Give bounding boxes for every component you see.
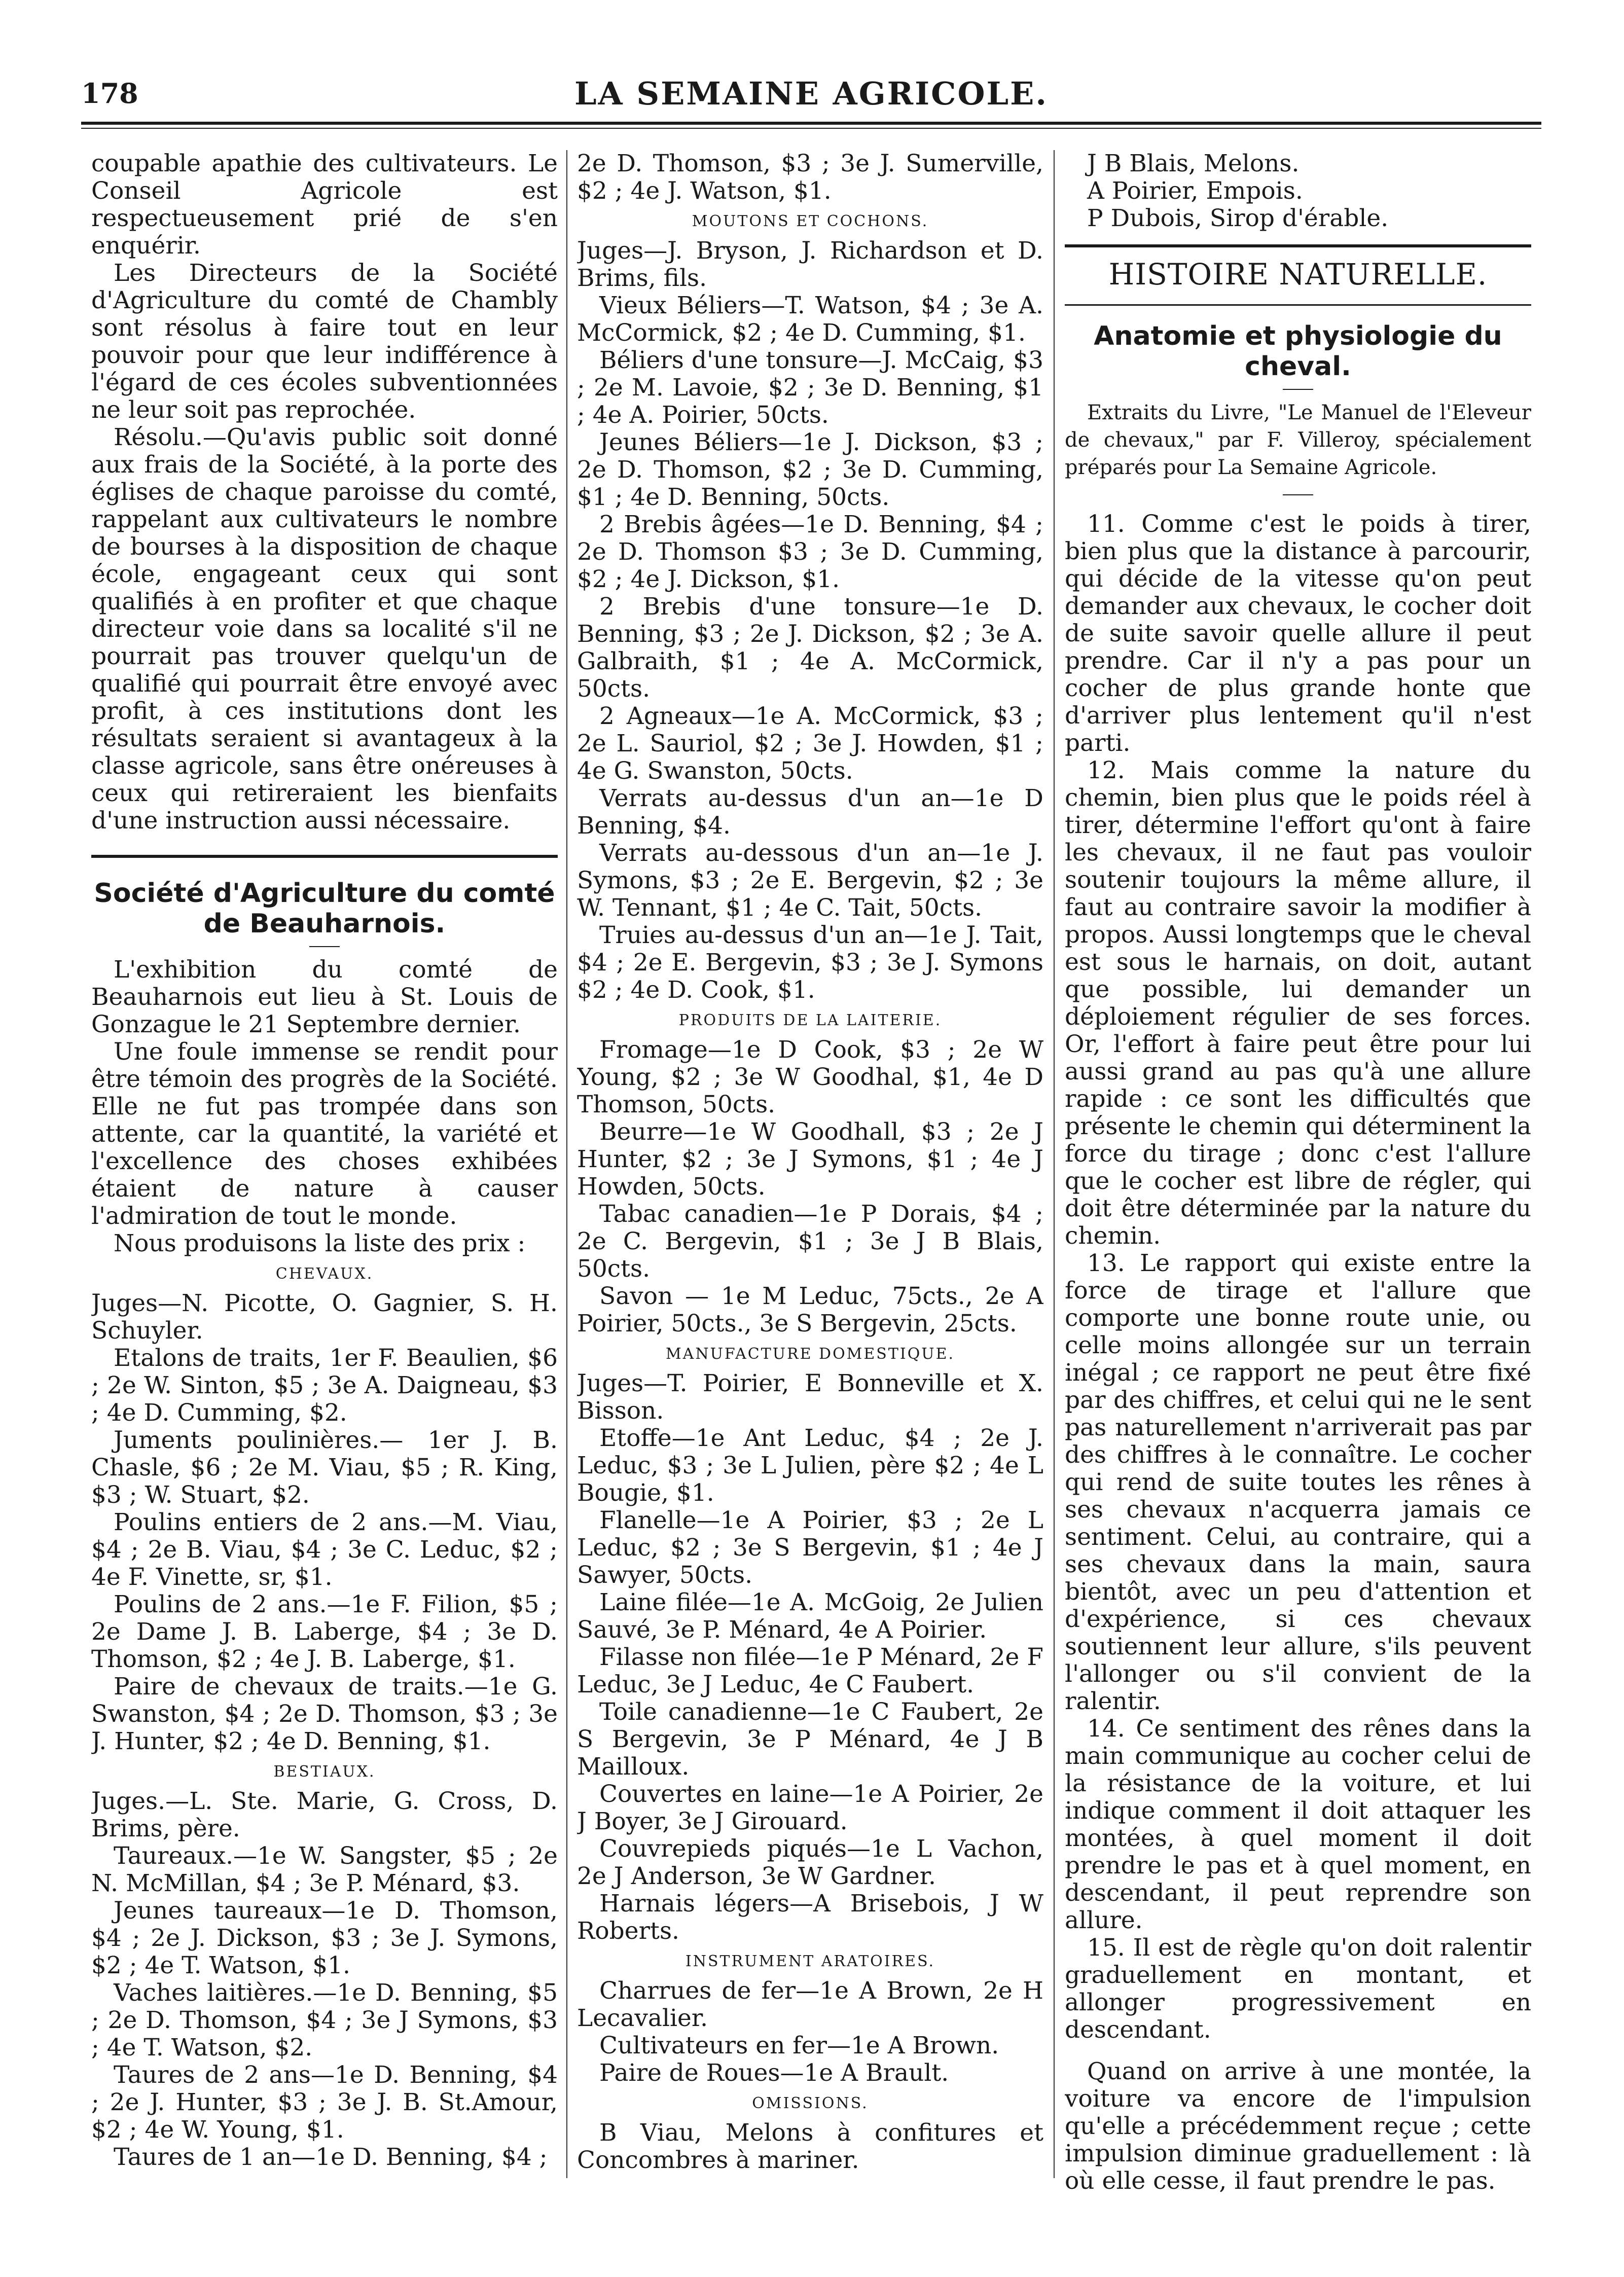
prize-entry: Juges—T. Poirier, E Bonneville et X. Bisson. bbox=[577, 1369, 1043, 1425]
header-rule-thin bbox=[81, 128, 1541, 129]
paragraph: 15. Il est de règle qu'on doit ralentir graduellement en montant, et allonger progressivement en descendant. bbox=[1065, 1934, 1531, 2044]
prize-entry: 2 Agneaux—1e A. McCormick, $3 ; 2e L. Sauriol, $2 ; 3e J. Howden, $1 ; 4e G. Swanston, 50cts. bbox=[577, 702, 1043, 785]
prize-entry: Toile canadienne—1e C Faubert, 2e S Bergevin, 3e P Ménard, 4e J B Mailloux. bbox=[577, 1698, 1043, 1781]
prize-entry: Laine filée—1e A. McGoig, 2e Julien Sauvé, 3e P. Ménard, 4e A Poirier. bbox=[577, 1588, 1043, 1644]
prize-entry: Charrues de fer—1e A Brown, 2e H Lecavalier. bbox=[577, 1977, 1043, 2032]
prize-entry: Poulins entiers de 2 ans.—M. Viau, $4 ; 2e B. Viau, $4 ; 3e C. Leduc, $2 ; 4e F. Vinette, sr, $1. bbox=[91, 1508, 558, 1591]
prize-entry: Juges.—L. Ste. Marie, G. Cross, D. Brims, père. bbox=[91, 1787, 558, 1842]
column-middle bbox=[577, 150, 1043, 2203]
paragraph: L'exhibition du comté de Beauharnois eut lieu à St. Louis de Gonzague le 21 Septembre dernier. bbox=[91, 956, 558, 1038]
column-right bbox=[1065, 150, 1531, 2203]
column-divider bbox=[1054, 150, 1055, 2178]
subsection-label: MOUTONS ET COCHONS. bbox=[692, 212, 929, 230]
prize-entry: Taures de 1 an—1e D. Benning, $4 ; bbox=[114, 2143, 548, 2171]
prize-entry: Jeunes taureaux—1e D. Thomson, $4 ; 2e J. Dickson, $3 ; 3e J. Symons, $2 ; 4e T. Watson, $1. bbox=[91, 1897, 558, 1979]
prize-entry: Verrats au-dessous d'un an—1e J. Symons, $3 ; 2e E. Bergevin, $2 ; 3e W. Tennant, $1 ; 4e C. Tait, 50cts. bbox=[577, 839, 1043, 922]
dash-rule bbox=[1283, 389, 1313, 390]
prize-entry: Couvrepieds piqués—1e L Vachon, 2e J Anderson, 3e W Gardner. bbox=[577, 1835, 1043, 1890]
prize-entry: Cultivateurs en fer—1e A Brown. bbox=[599, 2032, 999, 2059]
prize-entry: Béliers d'une tonsure—J. McCaig, $3 ; 2e M. Lavoie, $2 ; 3e D. Benning, $1 ; 4e A. Poirier, 50cts. bbox=[577, 346, 1043, 429]
section-rule-thin bbox=[1065, 304, 1531, 306]
paragraph: Les Directeurs de la Société d'Agriculture du comté de Chambly sont résolus à faire tout en leur pouvoir pour que leur indifférence à l'égard de ces écoles subventionnées ne leur soit pas reprochée. bbox=[91, 259, 558, 424]
prize-entry: Paire de Roues—1e A Brault. bbox=[599, 2059, 949, 2087]
paragraph: Une foule immense se rendit pour être témoin des progrès de la Société. Elle ne fut pas trompée dans son attente, car la quantité, la variété et l'excellence des choses exhibées étaient de nature à causer l'admiration de tout le monde. bbox=[91, 1038, 558, 1230]
header-rule bbox=[81, 122, 1541, 125]
paragraph: 14. Ce sentiment des rênes dans la main communique au cocher celui de la résistance de la voiture, et lui indique comment il doit attaquer les montées, à quel moment il doit prendre le pas et à quel moment, en descendant, il peut reprendre son allure. bbox=[1065, 1715, 1531, 1934]
prize-entry: Verrats au-dessus d'un an—1e D Benning, $4. bbox=[577, 784, 1043, 840]
column-left bbox=[91, 150, 558, 2203]
prize-entry: Fromage—1e D Cook, $3 ; 2e W Young, $2 ; 3e W Goodhal, $1, 4e D Thomson, 50cts. bbox=[577, 1036, 1043, 1118]
paragraph: 12. Mais comme la nature du chemin, bien plus que le poids réel à tirer, détermine l'effort qu'ont à faire les chevaux, il ne faut pas vouloir soutenir toujours la même allure, il faut au contraire savoir la modifier à propos. Aussi longtemps que le cheval est sous le harnais, on doit, autant que possible, lui demander un déploiement régulier de ses forces. Or, l'effort à faire peut être pour lui aussi grand au pas qu'à une allure rapide : ce sont les difficultés que présente le chemin qui déterminent la force du tirage ; donc c'est l'allure que le cocher est libre de régler, qui doit être déterminée par la nature du chemin. bbox=[1065, 756, 1531, 1250]
prize-entry: Beurre—1e W Goodhall, $3 ; 2e J Hunter, $2 ; 3e J Symons, $1 ; 4e J Howden, 50cts. bbox=[577, 1118, 1043, 1201]
excerpt-note: Extraits du Livre, "Le Manuel de l'Eleveur de chevaux," par F. Villeroy, spécialement préparés pour La Semaine Agricole. bbox=[1065, 401, 1531, 479]
prize-entry: Etoffe—1e Ant Leduc, $4 ; 2e J. Leduc, $3 ; 3e L Julien, père $2 ; 4e L Bougie, $1. bbox=[577, 1424, 1043, 1507]
page-number: 178 bbox=[81, 77, 138, 110]
paragraph: 13. Le rapport qui existe entre la force de tirage et l'allure que comporte une bonne route unie, ou celle moins allongée sur un terrain inégal ; ce rapport ne peut être fixé par des chiffres, et celui qui ne le sent pas naturellement n'arriverait pas par des chiffres à le connaître. Le cocher qui rend de suite toutes les rênes à ses chevaux n'acquerra jamais ce sentiment. Celui, au contraire, qui a ses chevaux dans la main, saura bientôt, avec un peu d'attention et d'expérience, si ces chevaux soutiennent leur allure, s'ils peuvent l'allonger ou s'il convient de la ralentir. bbox=[1065, 1249, 1531, 1715]
prize-entry: Harnais légers—A Brisebois, J W Roberts. bbox=[577, 1890, 1043, 1945]
prize-entry: Vieux Béliers—T. Watson, $4 ; 3e A. McCormick, $2 ; 4e D. Cumming, $1. bbox=[577, 292, 1043, 347]
prize-entry: Jeunes Béliers—1e J. Dickson, $3 ; 2e D. Thomson, $2 ; 3e D. Cumming, $1 ; 4e D. Benning, 50cts. bbox=[577, 428, 1043, 511]
subsection-label: INSTRUMENT ARATOIRES. bbox=[685, 1953, 935, 1970]
dash-rule bbox=[1283, 494, 1313, 495]
dash-rule bbox=[309, 946, 340, 947]
prize-entry: Juments poulinières.— 1er J. B. Chasle, $6 ; 2e M. Viau, $5 ; R. King, $3 ; W. Stuart, $2. bbox=[91, 1426, 558, 1509]
prize-entry: Savon — 1e M Leduc, 75cts., 2e A Poirier, 50cts., 3e S Bergevin, 25cts. bbox=[577, 1282, 1043, 1338]
prize-entry: Poulins de 2 ans.—1e F. Filion, $5 ; 2e Dame J. B. Laberge, $4 ; 3e D. Thomson, $2 ; 4e J. B. Laberge, $1. bbox=[91, 1591, 558, 1673]
prize-entry: J B Blais, Melons. bbox=[1087, 150, 1300, 177]
paragraph: 11. Comme c'est le poids à tirer, bien plus que la distance à parcourir, qui décide de la vitesse qu'on peut demander aux chevaux, le cocher doit de suite savoir quelle allure il peut prendre. Car il n'y a pas pour un cocher de plus grande honte que d'arriver plus lentement qu'il n'est parti. bbox=[1065, 510, 1531, 757]
prize-entry: Flanelle—1e A Poirier, $3 ; 2e L Leduc, $2 ; 3e S Bergevin, $1 ; 4e J Sawyer, 50cts. bbox=[577, 1506, 1043, 1589]
subsection-label: OMISSIONS. bbox=[752, 2094, 869, 2112]
paragraph: Résolu.—Qu'avis public soit donné aux frais de la Société, à la porte des églises de chaque paroisse du comté, rappelant aux cultivateurs le nombre de bourses à la disposition de chaque école, engageant ceux qui sont qualifiés à en profiter et que chaque directeur voie dans sa localité s'il ne pourrait pas trouver quelqu'un de qualifié qui pourrait être envoyé avec profit, à ces institutions dont les résultats seraient si avantageux à la classe agricole, sans être onéreuses à ceux qui retireraient les bienfaits d'une instruction aussi nécessaire. bbox=[91, 423, 558, 835]
paragraph: Quand on arrive à une montée, la voiture va encore de l'impulsion qu'elle a précédemment reçue ; cette impulsion diminue graduellement : là où elle cesse, il faut prendre le pas. bbox=[1065, 2057, 1531, 2195]
prize-entry: Taureaux.—1e W. Sangster, $5 ; 2e N. McMillan, $4 ; 3e P. Ménard, $3. bbox=[91, 1842, 558, 1897]
prize-entry: Etalons de traits, 1er F. Beaulien, $6 ; 2e W. Sinton, $5 ; 3e A. Daigneau, $3 ; 4e D. Cumming, $2. bbox=[91, 1344, 558, 1427]
prize-entry: 2 Brebis d'une tonsure—1e D. Benning, $3 ; 2e J. Dickson, $2 ; 3e A. Galbraith, $1 ; 4e A. McCormick, 50cts. bbox=[577, 593, 1043, 703]
section-title: HISTOIRE NATURELLE. bbox=[1108, 257, 1488, 292]
prize-entry: P Dubois, Sirop d'érable. bbox=[1087, 204, 1389, 232]
prize-entry: Truies au-dessus d'un an—1e J. Tait, $4 ; 2e E. Bergevin, $3 ; 3e J. Symons $2 ; 4e D. Cook, $1. bbox=[577, 921, 1043, 1004]
journal-title: LA SEMAINE AGRICOLE. bbox=[574, 75, 1048, 112]
column-divider bbox=[566, 150, 567, 2178]
prize-entry: Taures de 2 ans—1e D. Benning, $4 ; 2e J. Hunter, $3 ; 3e J. B. St.Amour, $2 ; 4e W. Young, $1. bbox=[91, 2061, 558, 2144]
prize-entry: B Viau, Melons à confitures et Concombres à mariner. bbox=[577, 2119, 1043, 2174]
subsection-label: CHEVAUX. bbox=[275, 1265, 374, 1283]
subsection-label: BESTIAUX. bbox=[273, 1763, 376, 1781]
article-heading: Anatomie et physiologie du cheval. bbox=[1094, 321, 1502, 382]
prize-entry: Juges—J. Bryson, J. Richardson et D. Brims, fils. bbox=[577, 237, 1043, 292]
section-rule bbox=[1065, 244, 1531, 247]
paragraph: coupable apathie des cultivateurs. Le Conseil Agricole est respectueusement prié de s'en enquérir. bbox=[91, 150, 558, 260]
prize-entry: A Poirier, Empois. bbox=[1087, 177, 1303, 205]
paragraph: Nous produisons la liste des prix : bbox=[114, 1230, 526, 1257]
prize-entry: Juges—N. Picotte, O. Gagnier, S. H. Schuyler. bbox=[91, 1289, 558, 1345]
article-heading: Société d'Agriculture du comté de Beauharnois. bbox=[94, 878, 555, 939]
prize-entry: Tabac canadien—1e P Dorais, $4 ; 2e C. Bergevin, $1 ; 3e J B Blais, 50cts. bbox=[577, 1200, 1043, 1283]
subsection-label: PRODUITS DE LA LAITERIE. bbox=[678, 1011, 942, 1029]
prize-entry: 2 Brebis âgées—1e D. Benning, $4 ; 2e D. Thomson $3 ; 3e D. Cumming, $2 ; 4e J. Dickson, $1. bbox=[577, 511, 1043, 593]
prize-entry: Paire de chevaux de traits.—1e G. Swanston, $4 ; 2e D. Thomson, $3 ; 3e J. Hunter, $2 ; 4e D. Benning, $1. bbox=[91, 1673, 558, 1755]
prize-entry: 2e D. Thomson, $3 ; 3e J. Sumerville, $2 ; 4e J. Watson, $1. bbox=[577, 150, 1043, 205]
subsection-label: MANUFACTURE DOMESTIQUE. bbox=[665, 1345, 955, 1363]
prize-entry: Couvertes en laine—1e A Poirier, 2e J Boyer, 3e J Girouard. bbox=[577, 1780, 1043, 1835]
prize-entry: Vaches laitières.—1e D. Benning, $5 ; 2e D. Thomson, $4 ; 3e J Symons, $3 ; 4e T. Watson, $2. bbox=[91, 1979, 558, 2062]
prize-entry: Filasse non filée—1e P Ménard, 2e F Leduc, 3e J Leduc, 4e C Faubert. bbox=[577, 1643, 1043, 1698]
page-header bbox=[81, 71, 1541, 117]
section-rule bbox=[91, 855, 558, 858]
